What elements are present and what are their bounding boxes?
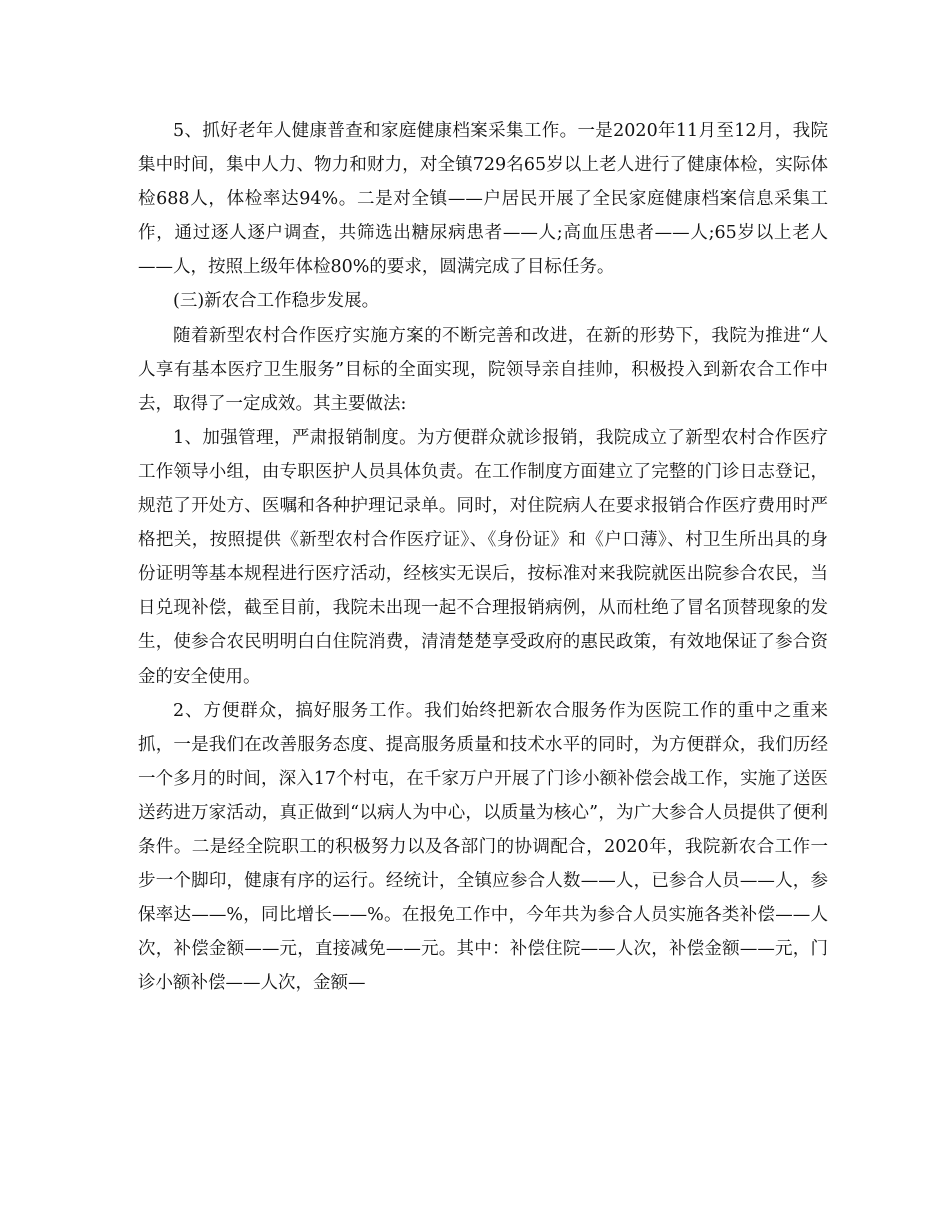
paragraph-strengthen-management: 1、加强管理，严肃报销制度。为方便群众就诊报销，我院成立了新型农村合作医疗工作领导小组，由专职医护人员具体负责。在工作制度方面建立了完整的门诊日志登记，规范了开处方、医嘱和各种护理记录单。同时，对住院病人在要求报销合作医疗费用时严格把关，按照提供《新型农村合作医疗证》、《身份证》和《户口薄》、村卫生所出具的身份证明等基本规程进行医疗活动，经核实无误后，按标准对来我院就医出院参合农民，当日兑现补偿，截至目前，我院未出现一起不合理报销病例，从而杜绝了冒名顶替现象的发生，使参合农民明明白白住院消费，清清楚楚享受政府的惠民政策，有效地保证了参合资金的安全使用。 <box>138 427 828 687</box>
paragraph-convenient-service: 2、方便群众，搞好服务工作。我们始终把新农合服务作为医院工作的重中之重来抓，一是我们在改善服务态度、提高服务质量和技术水平的同时，为方便群众，我们历经一个多月的时间，深入17个村屯，在千家万户开展了门诊小额补偿会战工作，实施了送医送药进万家活动，真正做到“以病人为中心，以质量为核心”，为广大参合人员提供了便利条件。二是经全院职工的积极努力以及各部门的协调配合，2020年，我院新农合工作一步一个脚印，健康有序的运行。经统计，全镇应参合人数——人，已参合人员——人，参保率达——%，同比增长——%。在报免工作中，今年共为参合人员实施各类补偿——人次，补偿金额——元，直接减免——元。其中：补偿住院——人次，补偿金额——元，门诊小额补偿——人次，金额— <box>138 700 828 994</box>
section-heading-new-rural-cooperative: (三)新农合工作稳步发展。 <box>173 291 380 312</box>
document-body <box>138 114 828 1000</box>
paragraph-cooperative-intro: 随着新型农村合作医疗实施方案的不断完善和改进，在新的形势下，我院为推进“人人享有基本医疗卫生服务”目标的全面实现，院领导亲自挂帅，积极投入到新农合工作中去，取得了一定成效。其主要做法: <box>138 325 828 414</box>
paragraph-elderly-health-checkup: 5、抓好老年人健康普查和家庭健康档案采集工作。一是2020年11月至12月，我院集中时间，集中人力、物力和财力，对全镇729名65岁以上老人进行了健康体检，实际体检688人，体检率达94%。二是对全镇——户居民开展了全民家庭健康档案信息采集工作，通过逐人逐户调查，共筛选出糖尿病患者——人;高血压患者——人;65岁以上老人——人，按照上级年体检80%的要求，圆满完成了目标任务。 <box>138 121 828 278</box>
